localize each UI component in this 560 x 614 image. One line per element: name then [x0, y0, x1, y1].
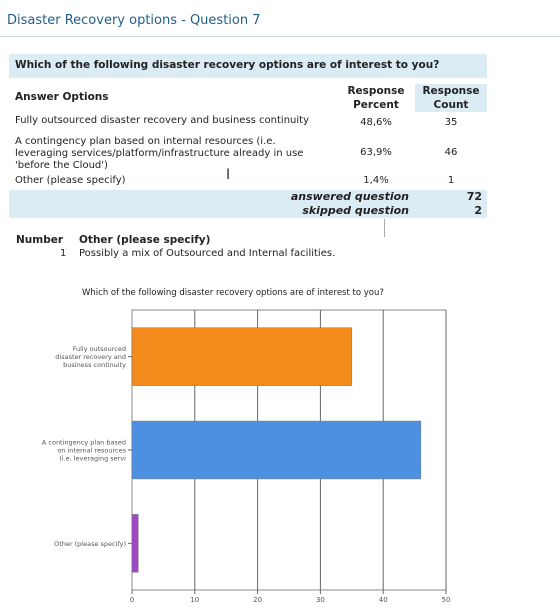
y-tick-label: (i.e. leveraging servi [59, 454, 126, 463]
y-tick-label: Fully outsourced [72, 345, 126, 354]
chart-title: Which of the following disaster recovery options are of interest to you? [82, 288, 384, 298]
table-row-percent: 1,4% [363, 175, 389, 186]
table-row-label: Other (please specify) [15, 175, 126, 186]
other-answer-text: Possibly a mix of Outsourced and Internal facilities. [79, 248, 336, 259]
y-tick-label: on internal resources [57, 446, 126, 455]
number-header: Number [16, 234, 64, 246]
x-tick-label: 50 [441, 596, 451, 604]
bar-chart [0, 300, 560, 614]
bar [132, 421, 421, 479]
x-tick-label: 10 [190, 596, 200, 604]
answered-label: answered question [290, 190, 409, 203]
table-row-label: A contingency plan based on internal resources (i.e. leveraging services/platform/infrastructure already in use 'before the Cloud') [15, 136, 304, 171]
answer-options-header: Answer Options [15, 91, 109, 103]
table-row-percent: 63,9% [360, 147, 392, 158]
bar [132, 514, 138, 572]
other-answer-number: 1 [60, 248, 67, 259]
question-text: Which of the following disaster recovery options are of interest to you? [15, 59, 440, 71]
other-header: Other (please specify) [79, 234, 211, 246]
response-count-header: Response Count [415, 84, 487, 112]
bar [132, 328, 352, 386]
skipped-label: skipped question [302, 204, 409, 217]
column-divider [384, 219, 385, 237]
x-tick-label: 30 [315, 596, 325, 604]
results-table [9, 54, 487, 219]
page-title: Disaster Recovery options - Question 7 [7, 13, 261, 28]
x-tick-label: 0 [129, 596, 135, 604]
answered-value: 72 [466, 190, 482, 203]
y-tick-label: Other (please specify) [54, 539, 126, 548]
x-tick-label: 20 [253, 596, 263, 604]
table-row-percent: 48,6% [360, 117, 392, 128]
y-tick-label: A contingency plan based [41, 438, 126, 447]
title-divider [0, 36, 560, 37]
table-row-count: 1 [447, 175, 455, 186]
text-cursor-icon: Ι [226, 167, 231, 183]
question-band [9, 54, 487, 78]
x-tick-label: 40 [378, 596, 388, 604]
table-row-label: Fully outsourced disaster recovery and business continuity [15, 115, 309, 126]
summary-band [9, 190, 487, 218]
skipped-value: 2 [474, 204, 482, 217]
y-tick-label: disaster recovery and [55, 353, 126, 362]
table-row-count: 35 [444, 117, 458, 128]
response-percent-header: Response Percent [347, 85, 405, 111]
y-tick-label: business continuity [63, 361, 126, 370]
table-row-count: 46 [444, 147, 458, 158]
